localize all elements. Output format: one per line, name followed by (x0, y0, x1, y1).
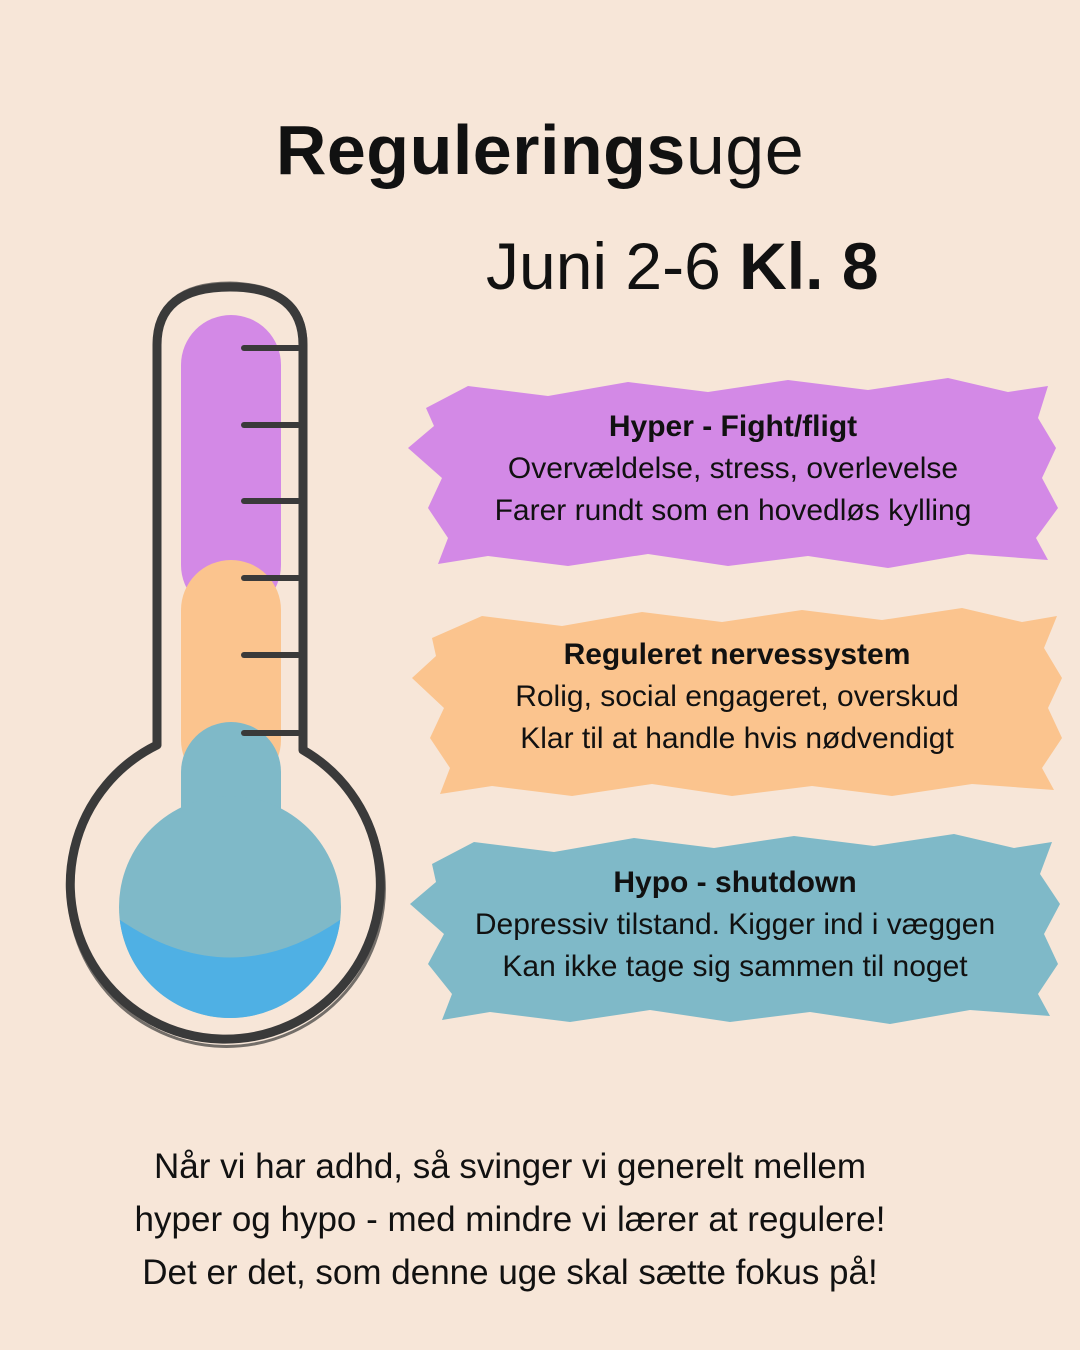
subtitle-class: Kl. 8 (739, 229, 879, 303)
state-description: Klar til at handle hvis nødvendigt (520, 722, 954, 755)
state-description: Depressiv tilstand. Kigger ind i væggen (474, 908, 996, 941)
footer-line: hyper og hypo - med mindre vi lærer at regulere! (134, 1200, 886, 1239)
subtitle-date: Juni 2-6 (486, 229, 740, 303)
page-subtitle (486, 228, 879, 304)
state-heading: Hypo - shutdown (613, 866, 857, 899)
state-description: Rolig, social engageret, overskud (515, 680, 959, 713)
state-description: Farer rundt som en hovedløs kylling (494, 494, 972, 527)
state-card-hypo (410, 834, 1060, 1024)
state-description: Kan ikke tage sig sammen til noget (502, 950, 968, 983)
state-card-hyper (408, 378, 1058, 568)
title-regular: uge (685, 111, 805, 189)
state-heading: Hyper - Fight/fligt (608, 410, 858, 443)
title-bold: Regulerings (275, 111, 686, 189)
footer-text (0, 1140, 1020, 1299)
footer-line: Det er det, som denne uge skal sætte fokus på! (142, 1253, 878, 1292)
state-card-regulated (412, 606, 1062, 796)
footer-line: Når vi har adhd, så svinger vi generelt mellem (154, 1147, 866, 1186)
thermometer-illustration (0, 0, 420, 1100)
state-heading: Reguleret nervessystem (563, 638, 911, 671)
state-description: Overvældelse, stress, overlevelse (507, 452, 959, 485)
